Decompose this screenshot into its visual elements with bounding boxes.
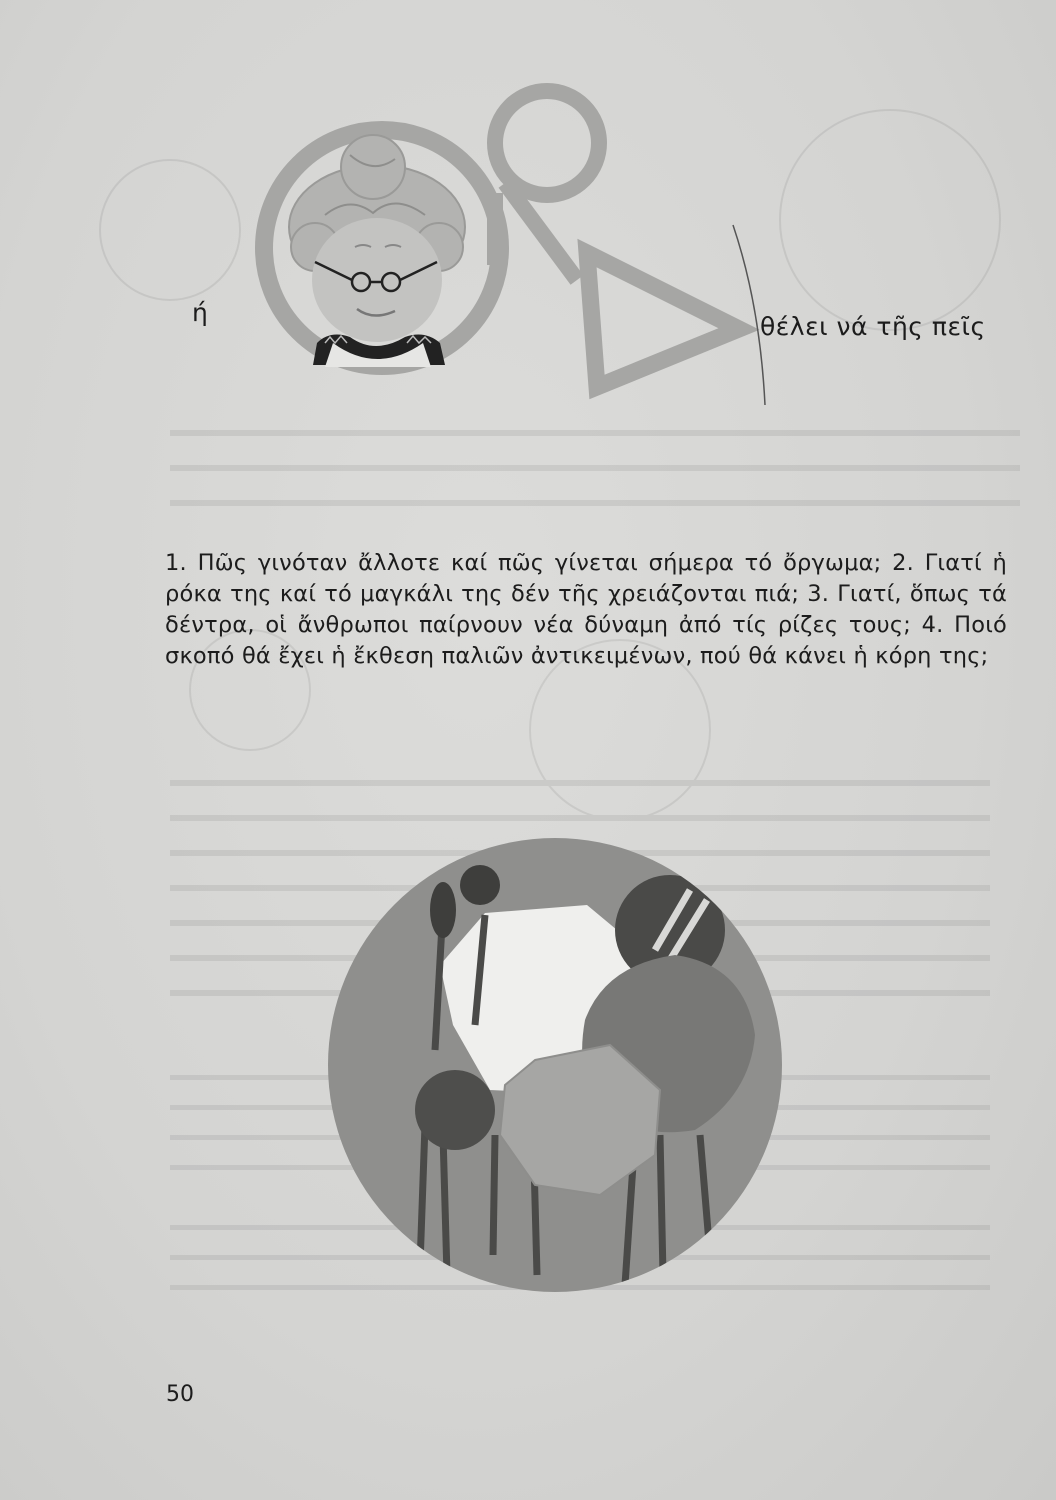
- grandmother-face: [312, 218, 442, 342]
- small-dark-pod: [460, 865, 500, 905]
- dark-left-flower: [415, 1070, 495, 1150]
- rebus-phrase-right: θέλει νά τῆς πεῖς: [760, 312, 986, 341]
- small-dark-pod: [430, 882, 456, 938]
- grandmother-rebus-illustration: [255, 75, 775, 415]
- questions-paragraph: 1. Πῶς γινόταν ἄλλοτε καί πῶς γίνεται σήμερα τό ὄργωμα; 2. Γιατί ἡ ρόκα της καί τό μαγκάλι της δέν τῆς χρειάζονται πιά; 3. Γιατί, ὅπως τά δέντρα, οἱ ἄνθρωποι παίρνουν νέα δύναμη ἀπό τίς ρίζες τους; 4. Ποιό σκοπό θά ἔχει ἡ ἔκθεση παλιῶν ἀντικειμένων, πού θά κάνει ἡ κόρη της;: [165, 549, 1007, 669]
- page-number: 50: [166, 1382, 194, 1407]
- triangle-arrow-shape: [587, 253, 739, 387]
- rebus-word-left: ή: [192, 298, 209, 327]
- flowers-collage-illustration: [325, 835, 785, 1295]
